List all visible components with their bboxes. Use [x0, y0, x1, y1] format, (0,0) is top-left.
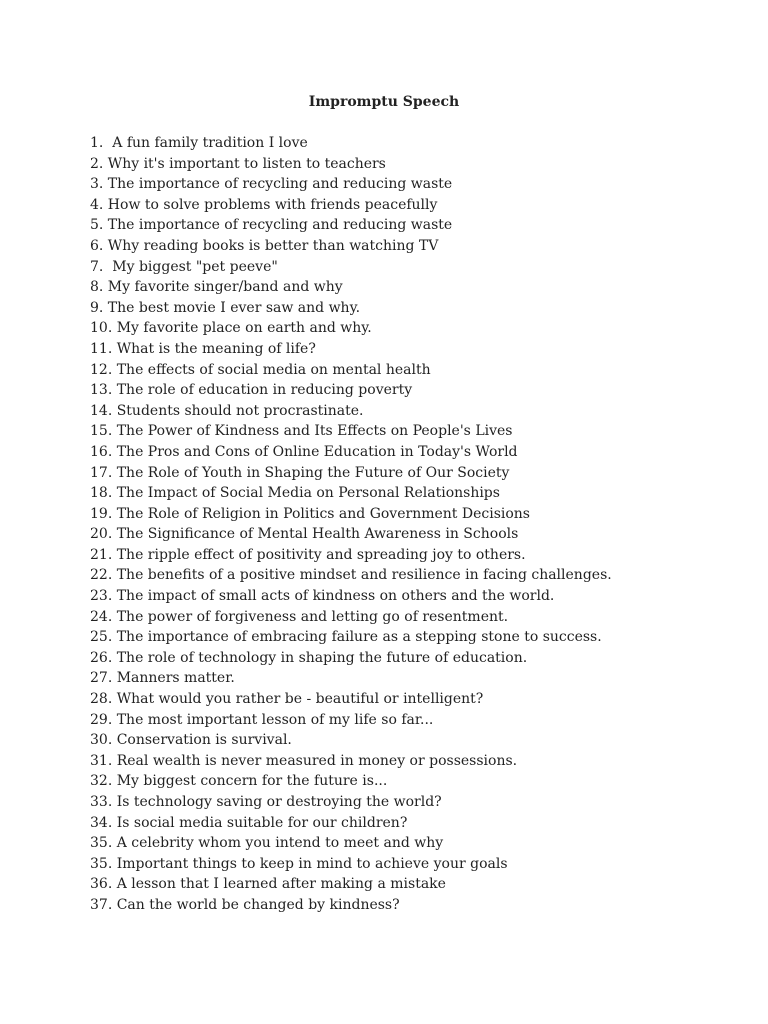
topic-item: 35. A celebrity whom you intend to meet and why	[90, 835, 444, 852]
topic-item: 26. The role of technology in shaping the future of education.	[90, 649, 528, 666]
topic-item: 9. The best movie I ever saw and why.	[90, 299, 361, 316]
topic-item: 27. Manners matter.	[90, 670, 235, 687]
topic-item: 33. Is technology saving or destroying the world?	[90, 794, 442, 810]
topic-item: 15. The Power of Kindness and Its Effects on People's Lives	[90, 423, 513, 440]
topic-item: 37. Can the world be changed by kindness?	[90, 896, 400, 913]
topic-item: 30. Conservation is survival.	[90, 732, 292, 749]
topic-item: 36. A lesson that I learned after making a mistake	[90, 876, 446, 893]
document-title: Impromptu Speech	[308, 94, 460, 110]
topic-item: 12. The effects of social media on mental health	[90, 361, 431, 378]
topic-item: 25. The importance of embracing failure as a stepping stone to success.	[90, 629, 602, 646]
topic-item: 20. The Significance of Mental Health Awareness in Schools	[90, 526, 519, 543]
topic-item: 2. Why it's important to listen to teachers	[90, 155, 386, 172]
topic-item: 11. What is the meaning of life?	[90, 340, 316, 357]
topic-item: 24. The power of forgiveness and letting go of resentment.	[90, 608, 509, 625]
topic-item: 13. The role of education in reducing poverty	[90, 382, 413, 399]
topic-item: 5. The importance of recycling and reducing waste	[90, 217, 453, 234]
topic-item: 19. The Role of Religion in Politics and Government Decisions	[90, 505, 530, 522]
topic-item: 6. Why reading books is better than watching TV	[90, 237, 439, 254]
topic-item: 1. A fun family tradition I love	[90, 135, 308, 151]
topic-item: 8. My favorite singer/band and why	[90, 279, 343, 296]
topic-item: 28. What would you rather be - beautiful or intelligent?	[90, 691, 484, 708]
topic-item: 10. My favorite place on earth and why.	[90, 320, 372, 337]
topic-item: 21. The ripple effect of positivity and spreading joy to others.	[90, 546, 526, 563]
topic-item: 18. The Impact of Social Media on Personal Relationships	[90, 485, 500, 502]
topic-item: 31. Real wealth is never measured in money or possessions.	[90, 752, 518, 769]
topic-item: 17. The Role of Youth in Shaping the Future of Our Society	[90, 464, 510, 481]
topic-item: 32. My biggest concern for the future is...	[90, 773, 388, 790]
topic-item: 22. The benefits of a positive mindset and resilience in facing challenges.	[90, 567, 612, 584]
topic-item: 7. My biggest "pet peeve"	[90, 258, 278, 275]
topic-item: 35. Important things to keep in mind to achieve your goals	[90, 855, 508, 872]
topic-item: 29. The most important lesson of my life so far...	[90, 711, 434, 728]
topic-item: 14. Students should not procrastinate.	[90, 402, 364, 419]
topic-item: 16. The Pros and Cons of Online Education in Today's World	[90, 443, 518, 460]
topic-item: 34. Is social media suitable for our children?	[90, 814, 408, 831]
topic-item: 3. The importance of recycling and reducing waste	[90, 176, 453, 193]
topic-list	[90, 133, 710, 916]
topic-item: 4. How to solve problems with friends peacefully	[90, 196, 438, 213]
topic-item: 23. The impact of small acts of kindness on others and the world.	[90, 588, 555, 605]
